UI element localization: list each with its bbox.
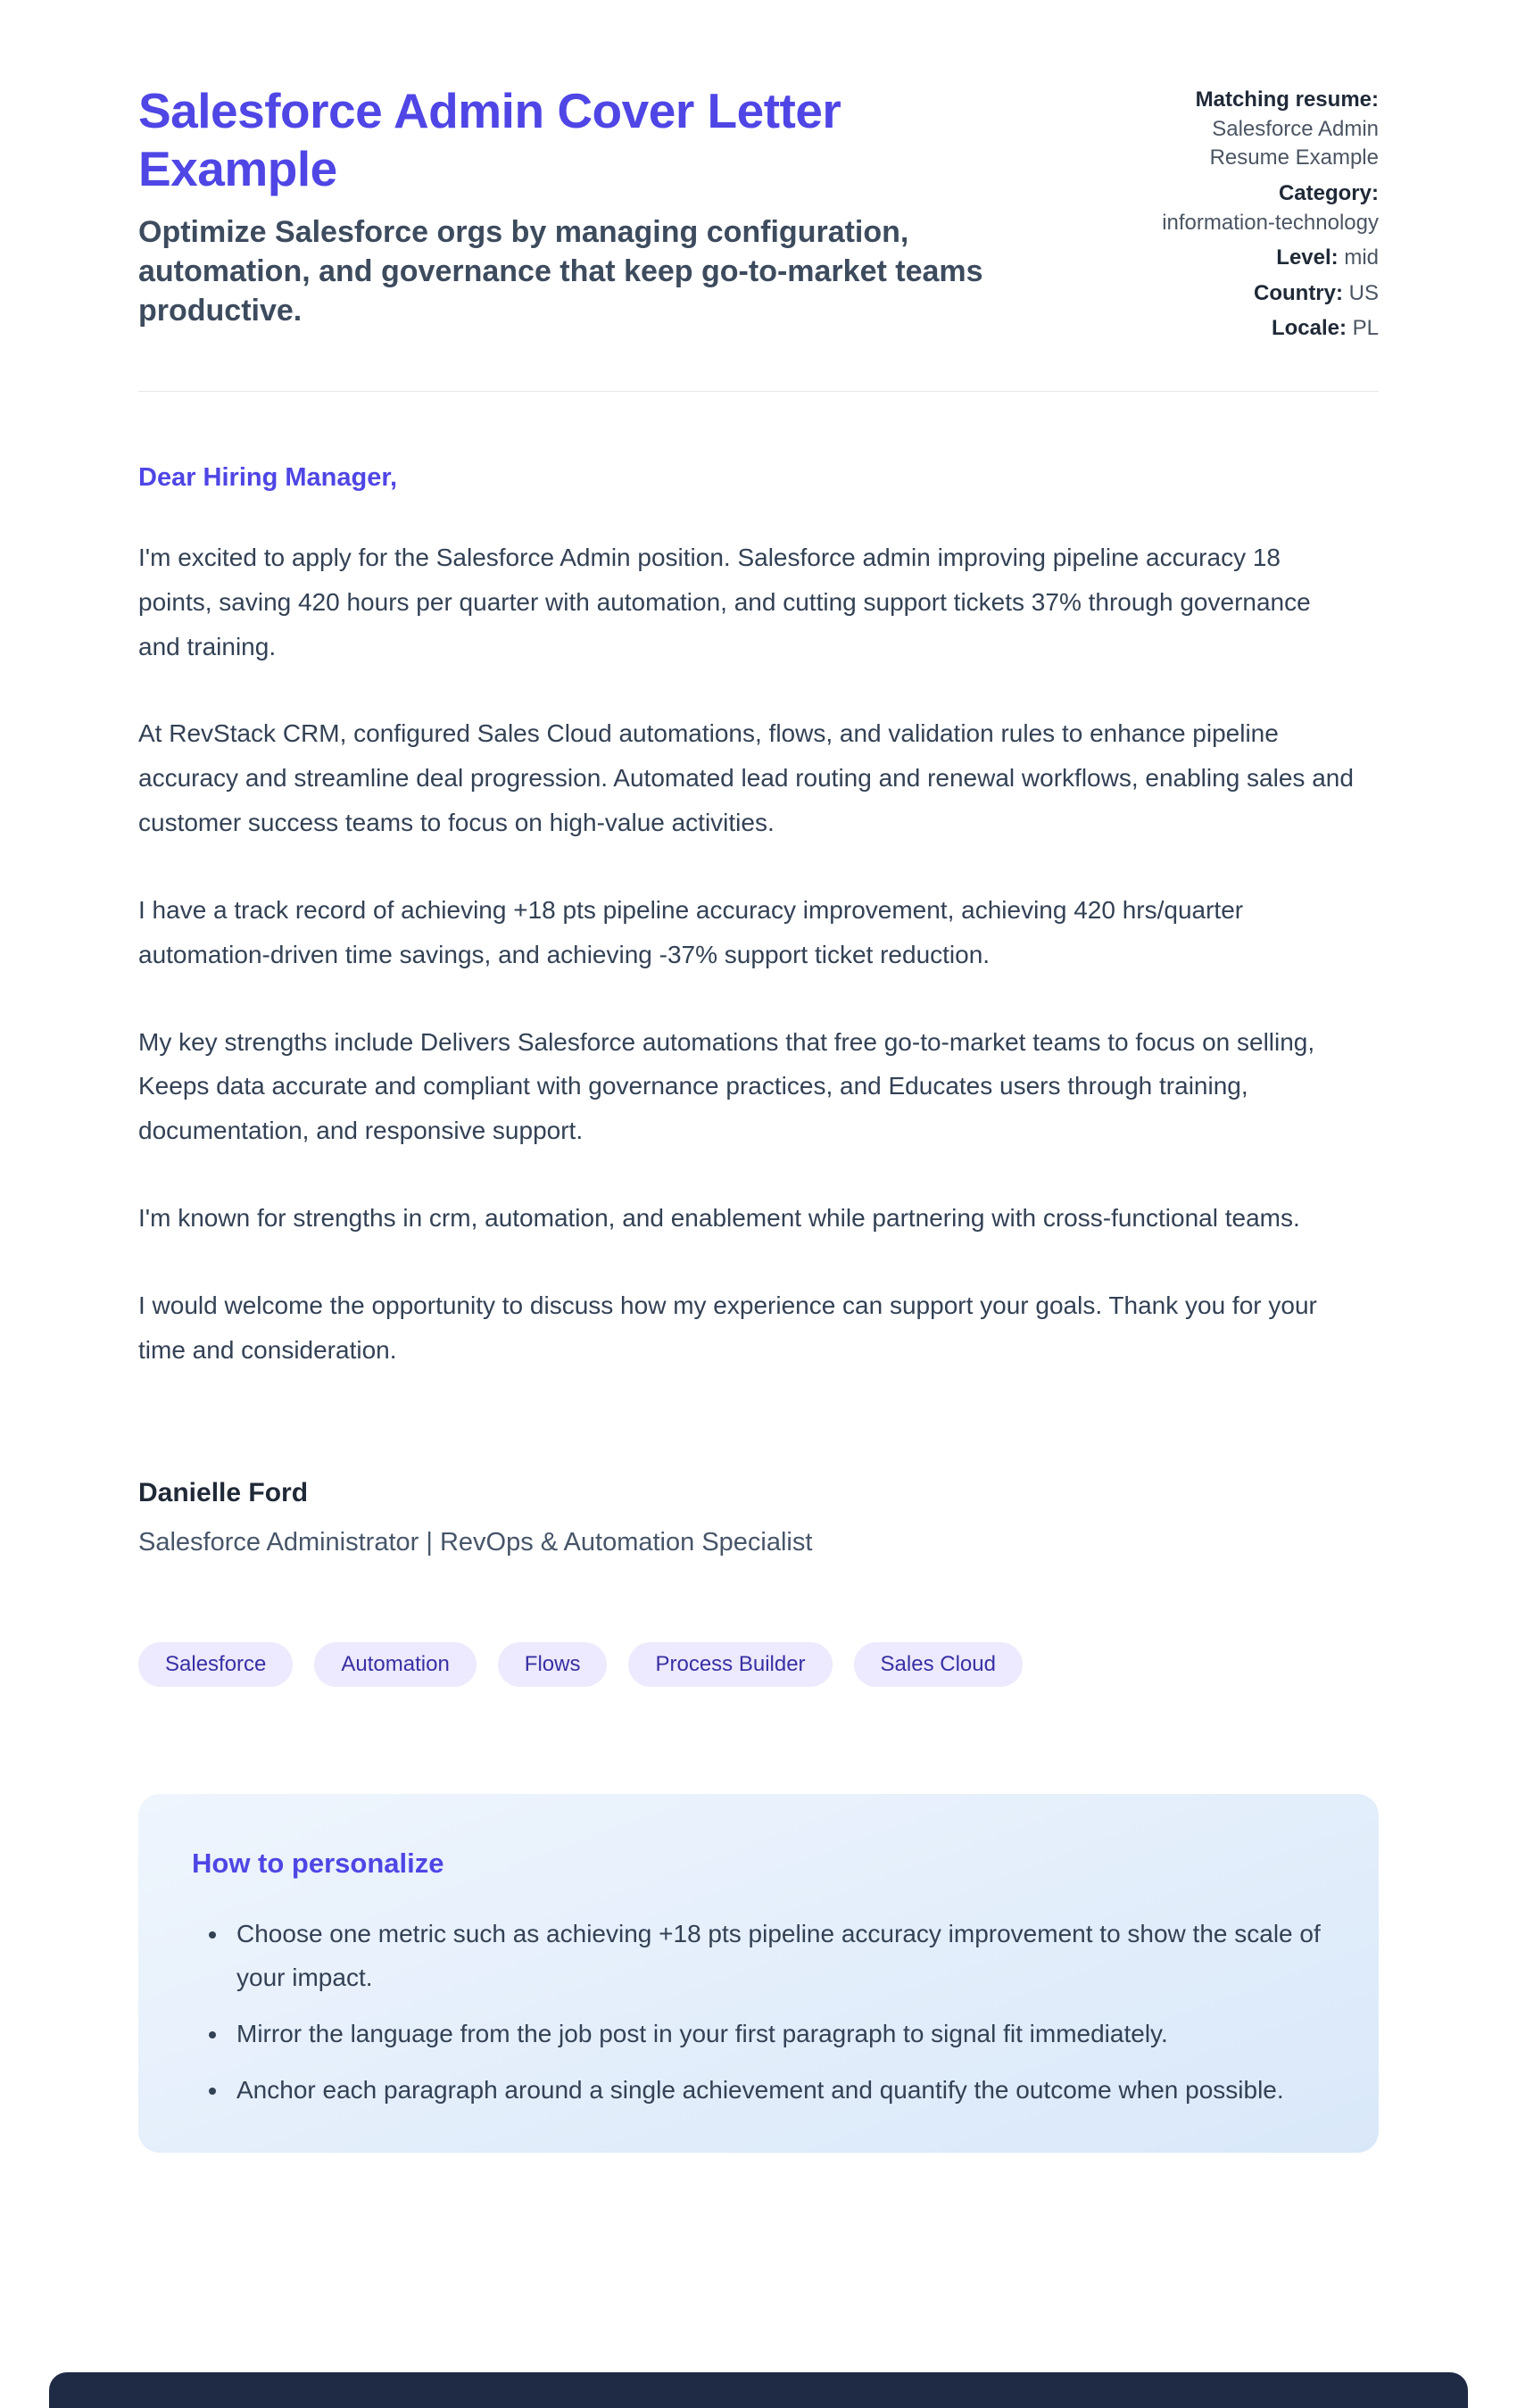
tag-list (138, 1642, 1379, 1687)
tag-flows[interactable]: Flows (498, 1642, 608, 1687)
meta-matching-resume (1127, 86, 1379, 173)
cover-letter-body (138, 463, 1379, 2153)
tag-automation[interactable]: Automation (314, 1642, 476, 1687)
meta-value: US (1348, 280, 1379, 305)
tag-sales-cloud[interactable]: Sales Cloud (854, 1642, 1023, 1687)
meta-label: Matching resume: (1195, 87, 1379, 112)
meta-label: Country: (1254, 280, 1343, 305)
meta-panel (1127, 82, 1379, 350)
signature-role: Salesforce Administrator | RevOps & Automation Specialist (138, 1527, 813, 1557)
meta-level (1127, 244, 1379, 273)
meta-locale (1127, 314, 1379, 344)
page-subtitle: Optimize Salesforce orgs by managing configuration, automation, and governance that keep go-to-market teams productive. (138, 214, 983, 328)
header-text-block (138, 82, 1031, 330)
personalize-tip-1: • Choose one metric such as achieving +18 pts pipeline accuracy improvement to show the scale of your impact. (229, 1912, 1325, 1999)
salutation: Dear Hiring Manager, (138, 463, 398, 492)
meta-value: information-technology (1162, 210, 1379, 235)
personalize-title: How to personalize (192, 1847, 444, 1879)
meta-value: mid (1344, 245, 1379, 270)
personalize-tip-2: • Mirror the language from the job post in your first paragraph to signal fit immediately. (229, 2012, 1325, 2055)
footer-bar (49, 2372, 1468, 2408)
meta-value: Salesforce Admin Resume Example (1209, 116, 1379, 170)
header-row (138, 82, 1379, 350)
meta-country (1127, 279, 1379, 309)
meta-label: Category: (1278, 180, 1379, 205)
tag-process-builder[interactable]: Process Builder (628, 1642, 832, 1687)
meta-value: PL (1352, 316, 1379, 341)
letter-paragraph-3: I have a track record of achieving +18 pts pipeline accuracy improvement, achieving 420 hrs/quarter automation-driven time savings, and achieving -37% support ticket reduction. (138, 895, 1244, 968)
meta-label: Level: (1276, 245, 1339, 270)
page-header (138, 82, 1379, 392)
header-divider (138, 391, 1379, 392)
letter-paragraph-4: My key strengths include Delivers Salesforce automations that free go-to-market teams to focus on selling, Keeps data accurate and compliant with governance practices, and Educates users through training, documentation, and responsive support. (138, 1027, 1315, 1145)
signature-name: Danielle Ford (138, 1477, 309, 1507)
personalize-tip-3: • Anchor each paragraph around a single achievement and quantify the outcome when possible. (229, 2068, 1325, 2112)
letter-paragraph-2: At RevStack CRM, configured Sales Cloud automations, flows, and validation rules to enhance pipeline accuracy and streamline deal progression. Automated lead routing and renewal workflows, enabling sales and customer success teams to focus on high-value activities. (138, 719, 1354, 837)
meta-label: Locale: (1271, 316, 1347, 341)
tag-salesforce[interactable]: Salesforce (138, 1642, 293, 1687)
letter-paragraph-5: I'm known for strengths in crm, automation, and enablement while partnering with cross-functional teams. (138, 1204, 1300, 1233)
personalize-tip-list (192, 1912, 1325, 2112)
meta-category (1127, 179, 1379, 237)
letter-paragraph-1: I'm excited to apply for the Salesforce Admin position. Salesforce admin improving pipeline accuracy 18 points, saving 420 hours per quarter with automation, and cutting support tickets 37% through governance and training. (138, 544, 1311, 660)
letter-paragraph-6: I would welcome the opportunity to discuss how my experience can support your goals. Thank you for your time and consideration. (138, 1291, 1317, 1364)
page-title: Salesforce Admin Cover Letter Example (138, 83, 841, 196)
personalize-box (138, 1794, 1379, 2153)
